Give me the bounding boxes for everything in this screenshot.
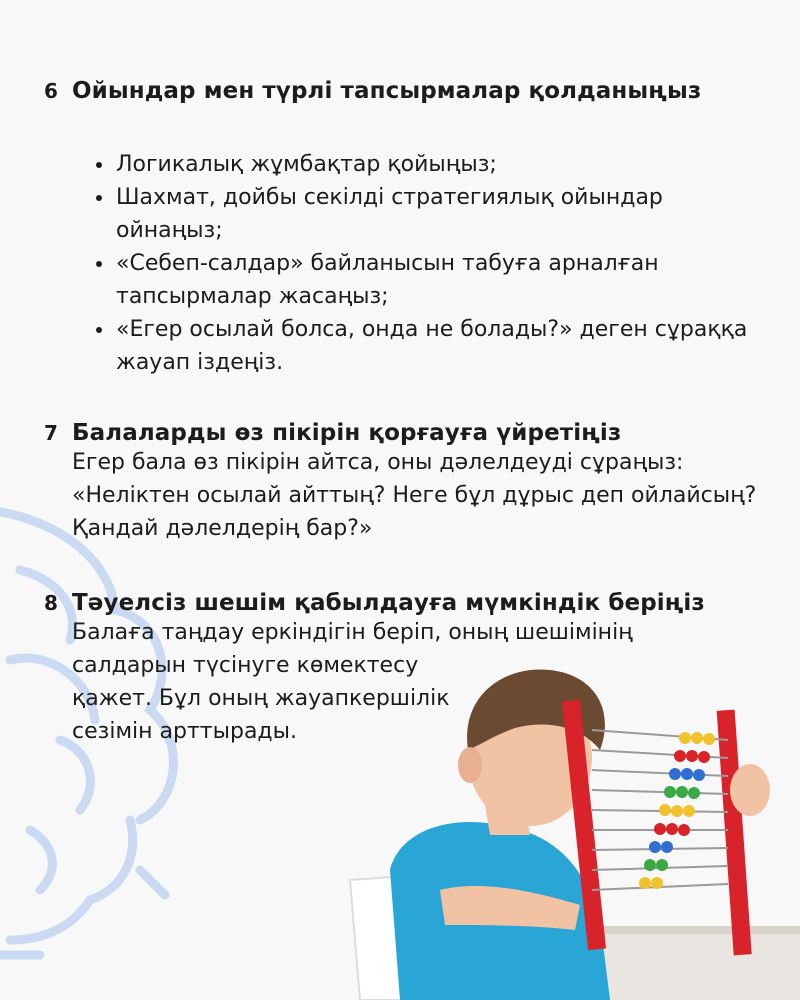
list-item: Шахмат, дойбы секілді стратегиялық ойындар ойнаңыз; [96,181,756,247]
section-6-bullet-list [96,148,756,379]
section-8-heading [44,590,764,616]
body-line: сезімін арттырады. [72,719,297,744]
section-number: 8 [44,591,58,615]
section-number: 6 [44,79,58,103]
section-6 [44,78,701,104]
body-line: қажет. Бұл оның жауапкершілік [72,686,450,711]
body-line: салдарын түсінуге көмектесу [72,653,419,678]
section-7-body: Егер бала өз пікірін айтса, оны дәлелдеуді сұраңыз: «Неліктен осылай айттың? Неге бұл дұрыс деп ойлайсың? Қандай дәлелдерің бар?» [72,450,757,541]
boy-with-abacus-photo [330,640,800,1000]
section-title: Балаларды өз пікірін қорғауға үйретіңіз [72,420,622,446]
section-title: Ойындар мен түрлі тапсырмалар қолданыңыз [72,78,702,104]
section-6-heading [44,78,701,104]
section-title: Тәуелсіз шешім қабылдауға мүмкіндік беріңіз [72,590,705,616]
body-line: Балаға таңдау еркіндігін беріп, оның шешімінің [72,620,633,645]
list-item: «Себеп-салдар» байланысын табуға арналған тапсырмалар жасаңыз; [96,247,756,313]
list-item: Логикалық жұмбақтар қойыңыз; [96,148,756,181]
brain-outline-icon [0,500,200,1000]
section-number: 7 [44,421,58,445]
section-7-heading [44,420,764,446]
list-item: «Егер осылай болса, онда не болады?» деген сұраққа жауап іздеңіз. [96,313,756,379]
section-7 [44,420,764,545]
